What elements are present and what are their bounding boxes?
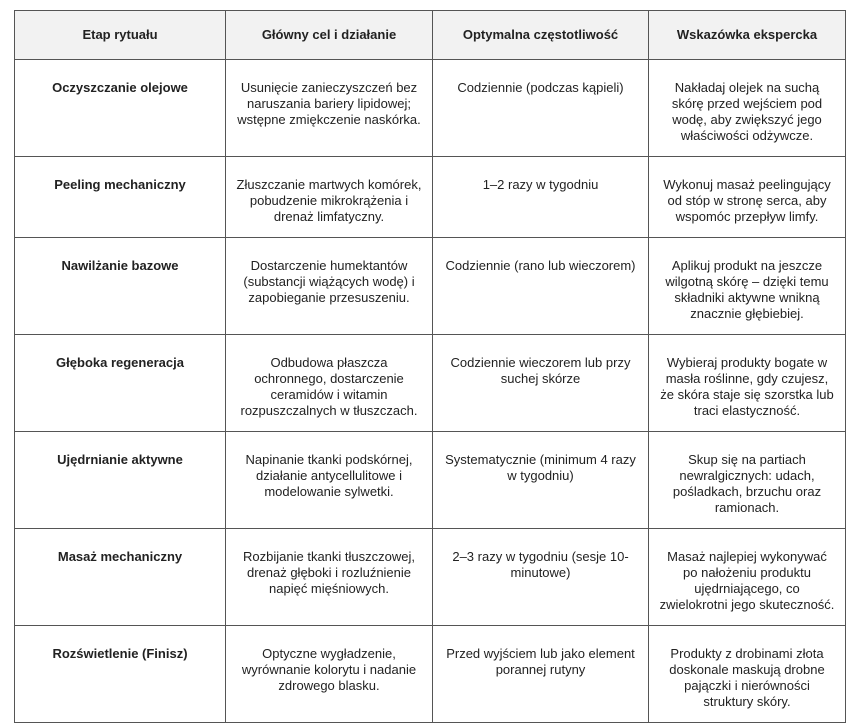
goal-cell: Złuszczanie martwych komórek, pobudzenie mikrokrążenia i drenaż limfatyczny. bbox=[226, 157, 433, 238]
header-stage: Etap rytuału bbox=[15, 11, 226, 60]
tip-cell: Masaż najlepiej wykonywać po nałożeniu produktu ujędrniającego, co zwielokrotni jego skuteczność. bbox=[649, 529, 846, 626]
stage-cell: Nawilżanie bazowe bbox=[15, 238, 226, 335]
table-body bbox=[15, 60, 846, 723]
frequency-cell: Codziennie wieczorem lub przy suchej skórze bbox=[433, 335, 649, 432]
header-row bbox=[15, 11, 846, 60]
frequency-cell: Systematycznie (minimum 4 razy w tygodniu) bbox=[433, 432, 649, 529]
stage-cell: Masaż mechaniczny bbox=[15, 529, 226, 626]
frequency-cell: 1–2 razy w tygodniu bbox=[433, 157, 649, 238]
frequency-cell: Codziennie (rano lub wieczorem) bbox=[433, 238, 649, 335]
table-row bbox=[15, 529, 846, 626]
table-row bbox=[15, 626, 846, 723]
header-tip: Wskazówka ekspercka bbox=[649, 11, 846, 60]
tip-cell: Produkty z drobinami złota doskonale maskują drobne pajączki i nierówności struktury skóry. bbox=[649, 626, 846, 723]
tip-cell: Nakładaj olejek na suchą skórę przed wejściem pod wodę, aby zwiększyć jego właściwości odżywcze. bbox=[649, 60, 846, 157]
table-row bbox=[15, 157, 846, 238]
table-row bbox=[15, 432, 846, 529]
goal-cell: Odbudowa płaszcza ochronnego, dostarczenie ceramidów i witamin rozpuszczalnych w tłuszczach. bbox=[226, 335, 433, 432]
frequency-cell: 2–3 razy w tygodniu (sesje 10-minutowe) bbox=[433, 529, 649, 626]
tip-cell: Aplikuj produkt na jeszcze wilgotną skórę – dzięki temu składniki aktywne wnikną znacznie głębiebiej. bbox=[649, 238, 846, 335]
goal-cell: Napinanie tkanki podskórnej, działanie antycellulitowe i modelowanie sylwetki. bbox=[226, 432, 433, 529]
tip-cell: Wybieraj produkty bogate w masła roślinne, gdy czujesz, że skóra staje się szorstka lub traci elastyczność. bbox=[649, 335, 846, 432]
stage-cell: Oczyszczanie olejowe bbox=[15, 60, 226, 157]
stage-cell: Głęboka regeneracja bbox=[15, 335, 226, 432]
stage-cell: Rozświetlenie (Finisz) bbox=[15, 626, 226, 723]
table-row bbox=[15, 60, 846, 157]
table-row bbox=[15, 238, 846, 335]
table-header bbox=[15, 11, 846, 60]
goal-cell: Dostarczenie humektantów (substancji wiążących wodę) i zapobieganie przesuszeniu. bbox=[226, 238, 433, 335]
stage-cell: Ujędrnianie aktywne bbox=[15, 432, 226, 529]
goal-cell: Rozbijanie tkanki tłuszczowej, drenaż głęboki i rozluźnienie napięć mięśniowych. bbox=[226, 529, 433, 626]
goal-cell: Optyczne wygładzenie, wyrównanie kolorytu i nadanie zdrowego blasku. bbox=[226, 626, 433, 723]
tip-cell: Wykonuj masaż peelingujący od stóp w stronę serca, aby wspomóc przepływ limfy. bbox=[649, 157, 846, 238]
header-goal: Główny cel i działanie bbox=[226, 11, 433, 60]
ritual-table bbox=[14, 10, 846, 723]
frequency-cell: Przed wyjściem lub jako element porannej rutyny bbox=[433, 626, 649, 723]
goal-cell: Usunięcie zanieczyszczeń bez naruszania bariery lipidowej; wstępne zmiękczenie naskórka. bbox=[226, 60, 433, 157]
stage-cell: Peeling mechaniczny bbox=[15, 157, 226, 238]
header-frequency: Optymalna częstotliwość bbox=[433, 11, 649, 60]
tip-cell: Skup się na partiach newralgicznych: udach, pośladkach, brzuchu oraz ramionach. bbox=[649, 432, 846, 529]
table-row bbox=[15, 335, 846, 432]
frequency-cell: Codziennie (podczas kąpieli) bbox=[433, 60, 649, 157]
